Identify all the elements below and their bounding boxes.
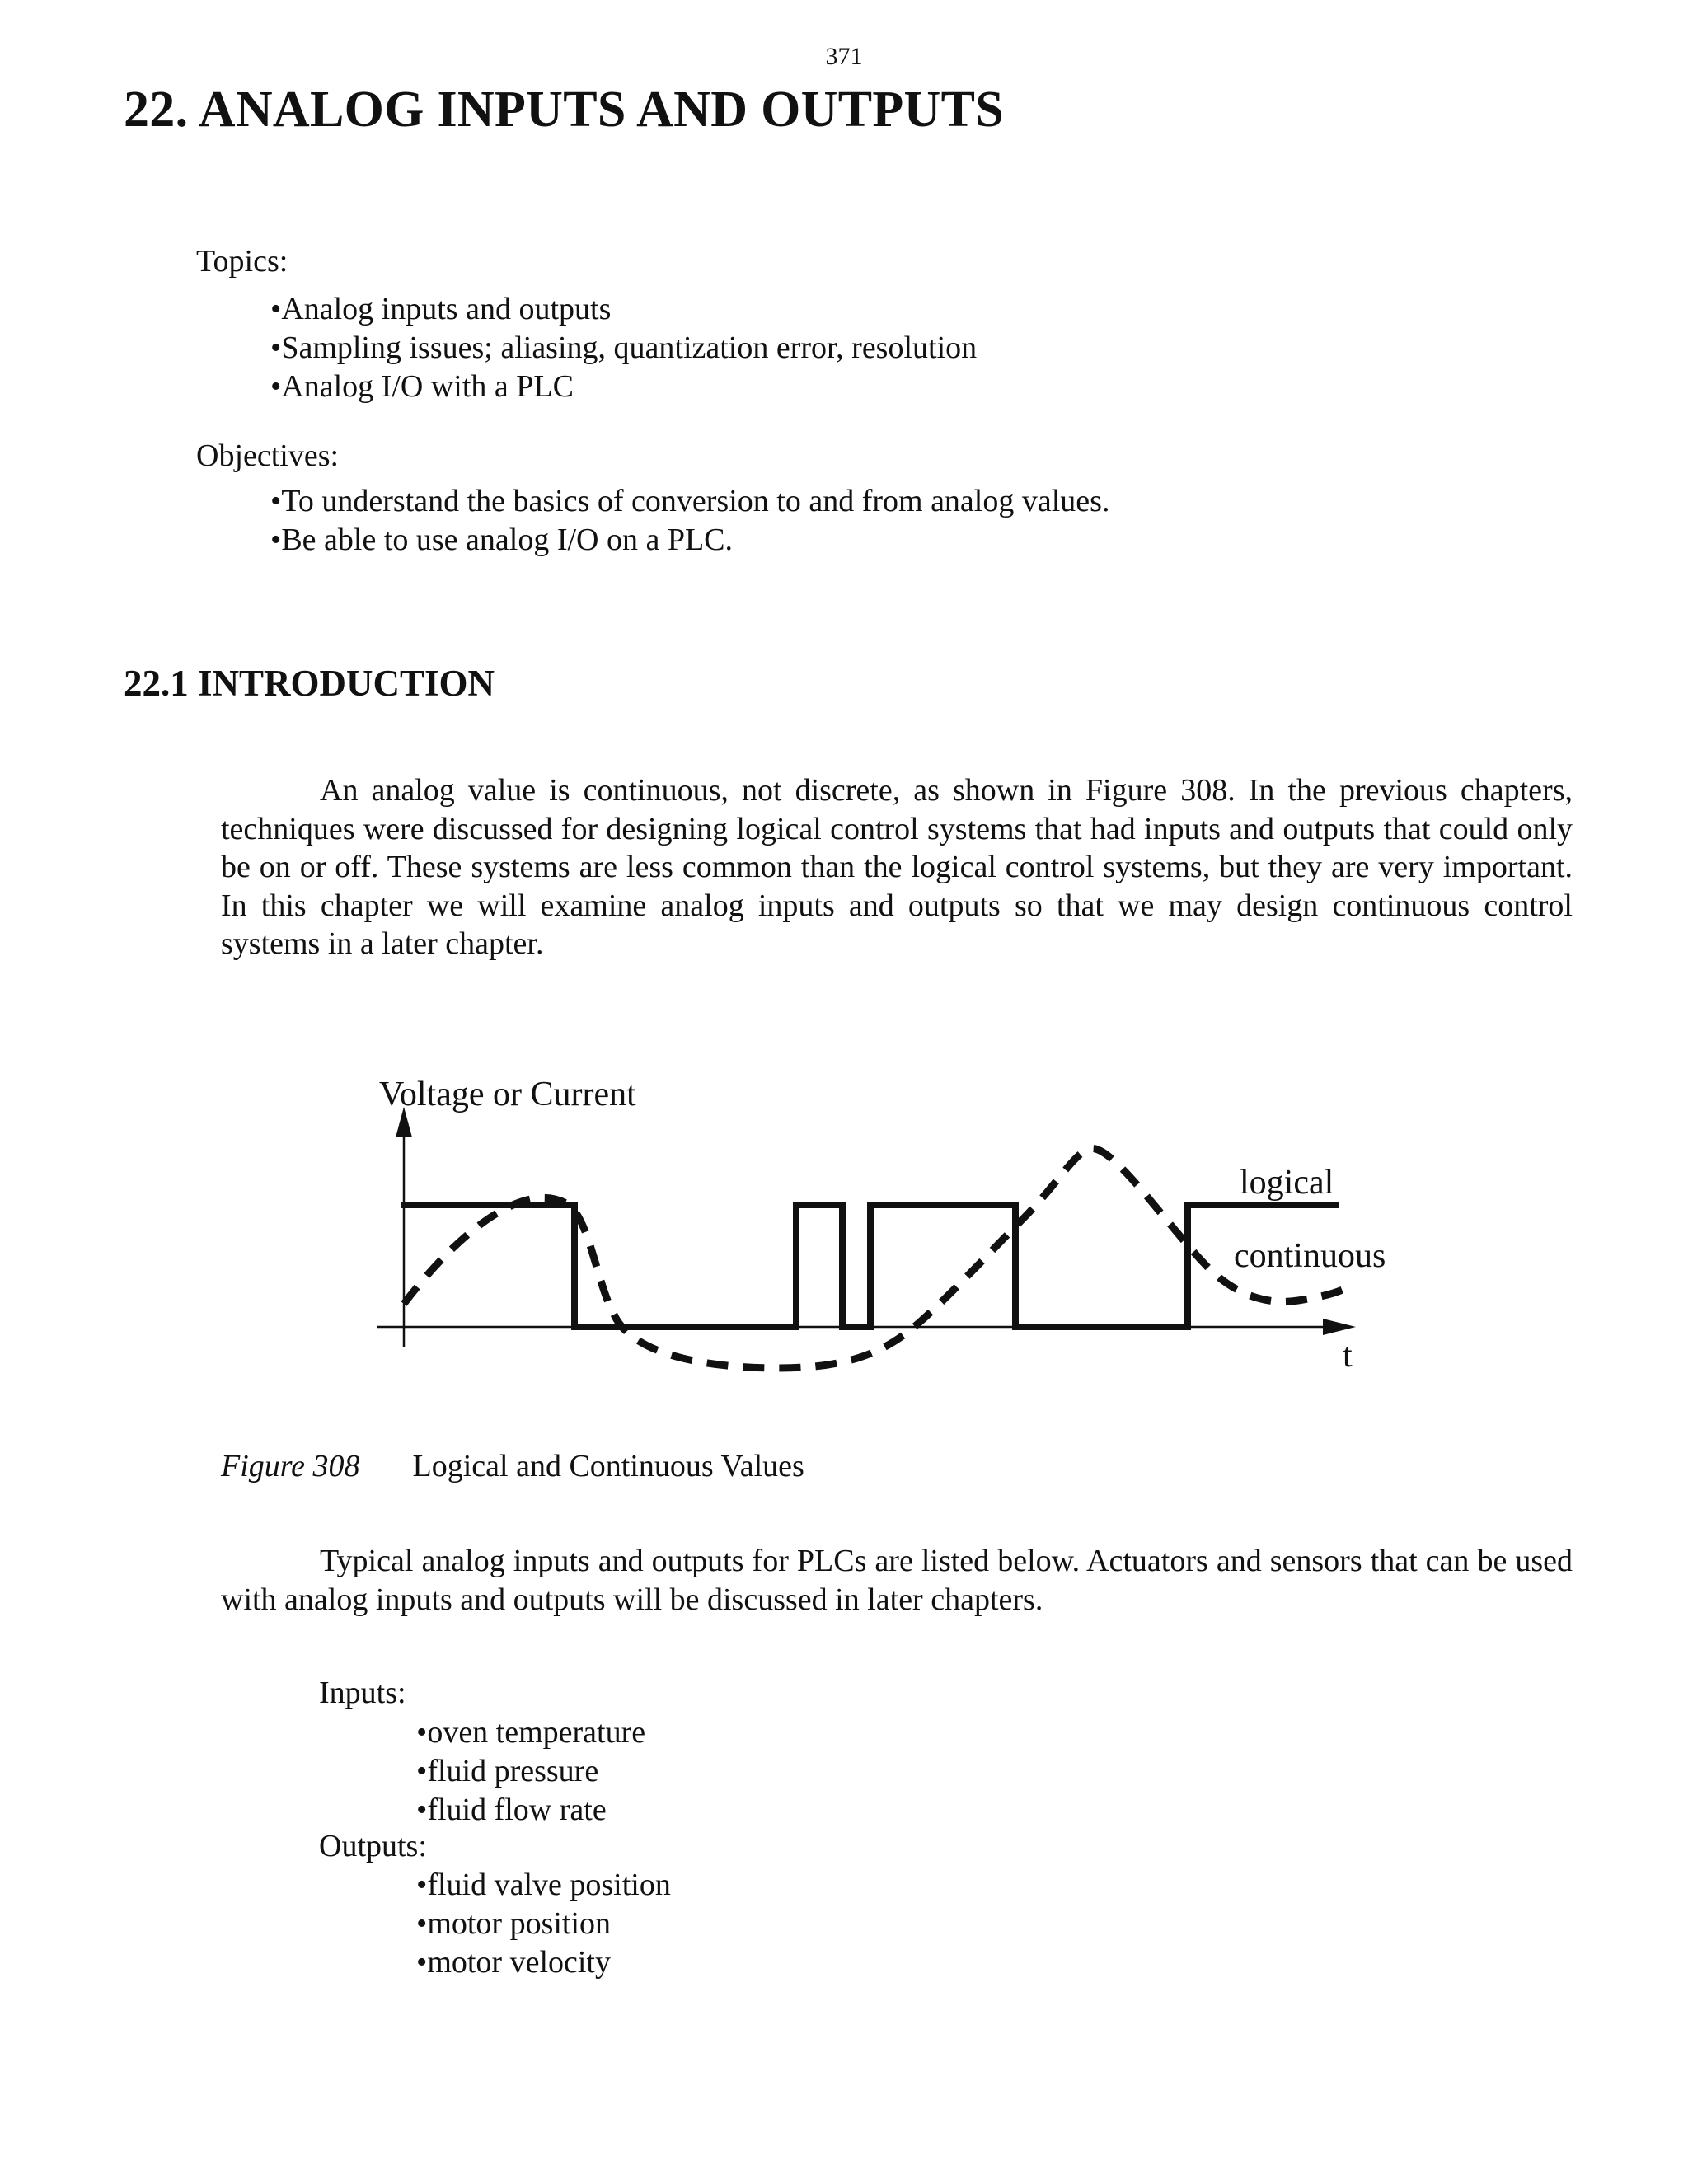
intro-paragraph-text: An analog value is continuous, not discrete, as shown in Figure 308. In the previous chapters, techniques were discussed for designing logical control systems that had inputs and outputs that could only be on or off. These systems are less common than the logical control systems, but they are very important. In this chapter we will examine analog inputs and outputs so that we may design continuous control systems in a later chapter.	[221, 773, 1573, 961]
topic-item: • Analog I/O with a PLC	[270, 368, 977, 406]
inputs-list	[416, 1713, 645, 1830]
output-item: • motor position	[416, 1905, 671, 1943]
continuous-curve	[404, 1149, 1348, 1368]
objective-item: • Be able to use analog I/O on a PLC.	[270, 521, 1109, 560]
section-heading: 22.1 INTRODUCTION	[124, 663, 495, 704]
logical-label: logical	[1240, 1164, 1334, 1202]
outputs-label: Outputs:	[319, 1829, 427, 1863]
typical-paragraph-text: Typical analog inputs and outputs for PLCs are listed below. Actuators and sensors that can be used with analog inputs and outputs will be discussed in later chapters.	[221, 1544, 1573, 1617]
outputs-list	[416, 1866, 671, 1982]
figure-caption	[221, 1448, 804, 1484]
typical-paragraph	[221, 1542, 1573, 1619]
y-axis-label: Voltage or Current	[379, 1076, 636, 1113]
objective-item: • To understand the basics of conversion to and from analog values.	[270, 482, 1109, 521]
input-item: • oven temperature	[416, 1713, 645, 1752]
topic-item: • Sampling issues; aliasing, quantization error, resolution	[270, 329, 977, 368]
output-item: • motor velocity	[416, 1943, 671, 1982]
x-axis-label: t	[1343, 1337, 1353, 1375]
logical-signal	[401, 1205, 1339, 1327]
inputs-label: Inputs:	[319, 1675, 406, 1710]
page-number: 371	[825, 43, 863, 70]
x-axis-arrow	[1323, 1319, 1356, 1335]
input-item: • fluid flow rate	[416, 1791, 645, 1830]
figure-caption-text: Logical and Continuous Values	[412, 1449, 804, 1483]
topics-label: Topics:	[196, 244, 288, 279]
continuous-label: continuous	[1234, 1237, 1386, 1275]
figure-caption-number: Figure 308	[221, 1449, 360, 1483]
objectives-label: Objectives:	[196, 438, 340, 473]
topic-item: • Analog inputs and outputs	[270, 290, 977, 329]
input-item: • fluid pressure	[416, 1752, 645, 1791]
output-item: • fluid valve position	[416, 1866, 671, 1905]
chapter-title: 22. ANALOG INPUTS AND OUTPUTS	[124, 82, 1005, 138]
